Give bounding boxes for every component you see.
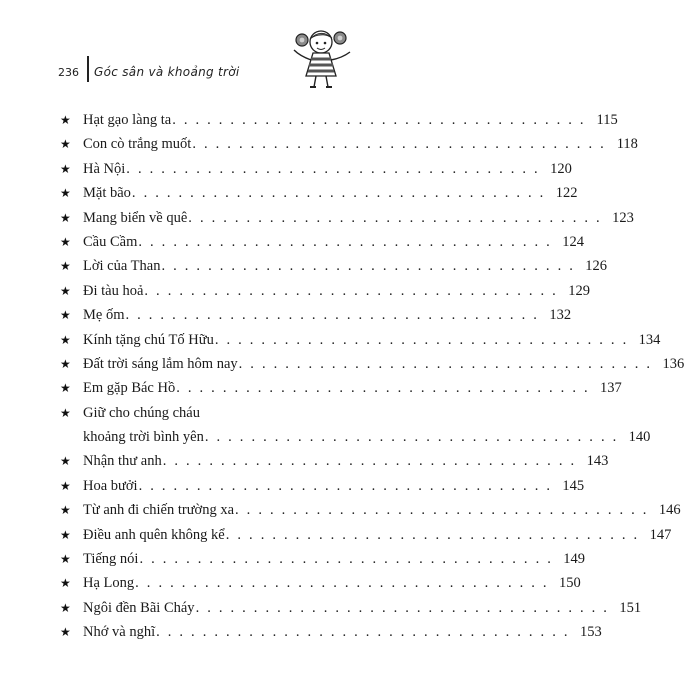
toc-page-number: 124: [562, 233, 584, 250]
toc-line: [83, 352, 684, 376]
page-header: [0, 0, 412, 90]
toc-entry: [60, 352, 684, 376]
toc-line: [83, 474, 585, 498]
dot-leader: . . . . . . . . . . . . . . . . . . . . . . . . . . . . . . . . . . . .: [162, 453, 577, 470]
toc-line: [83, 425, 651, 449]
toc-title: Hạt gạo làng ta: [83, 112, 172, 128]
toc-entry: [60, 230, 584, 254]
toc-title: Hoa bưởi: [83, 477, 138, 494]
star-bullet-icon: ★: [60, 259, 71, 274]
star-bullet-icon: ★: [60, 137, 71, 152]
toc-line: [83, 376, 622, 400]
star-bullet-icon: ★: [60, 478, 71, 493]
star-bullet-icon: ★: [60, 503, 71, 518]
toc-entry: [60, 523, 672, 547]
toc-line: [83, 498, 681, 522]
toc-entry: [60, 596, 642, 620]
toc-title: Mang biển về quê: [83, 209, 188, 226]
toc-title: Đất trời sáng lắm hôm nay: [83, 355, 238, 372]
toc-page-number: 120: [550, 160, 572, 177]
toc-title: Cầu Cầm: [83, 233, 138, 250]
toc-entry: [60, 132, 638, 156]
table-of-contents: [60, 108, 684, 645]
toc-entry: [60, 303, 572, 327]
toc-line: [83, 279, 590, 303]
toc-entry: [60, 571, 581, 595]
toc-page-number: 126: [585, 258, 608, 275]
dot-leader: . . . . . . . . . . . . . . . . . . . . . . . . . . . . . . . . . . . .: [131, 185, 546, 202]
toc-line: [83, 620, 602, 644]
toc-title: Đi tàu hoả: [83, 282, 144, 299]
toc-title: Mặt bão: [83, 185, 131, 202]
toc-title: Ngôi đền Bãi Cháy: [83, 599, 195, 616]
star-bullet-icon: ★: [60, 186, 71, 201]
toc-title: khoảng trời bình yên: [83, 429, 204, 446]
toc-page-number: 146: [658, 502, 681, 519]
toc-line: [83, 206, 634, 230]
star-bullet-icon: ★: [60, 381, 71, 396]
toc-line: [83, 328, 661, 352]
toc-entry: [60, 157, 572, 181]
toc-line: [83, 132, 638, 156]
toc-title: Nhớ và nghĩ: [83, 624, 156, 641]
toc-page-number: 149: [563, 551, 586, 568]
toc-entry: [60, 498, 681, 522]
toc-page-number: 118: [616, 136, 638, 153]
dot-leader: . . . . . . . . . . . . . . . . . . . . . . . . . . . . . . . . . . . .: [126, 160, 540, 177]
star-bullet-icon: ★: [60, 405, 71, 420]
star-bullet-icon: ★: [60, 210, 71, 225]
toc-entry: [60, 474, 585, 498]
star-bullet-icon: ★: [60, 332, 71, 347]
toc-page-number: 151: [619, 599, 642, 616]
dot-leader: . . . . . . . . . . . . . . . . . . . . . . . . . . . . . . . . . . . .: [125, 307, 540, 324]
toc-line: [83, 108, 618, 132]
toc-entry: [60, 620, 602, 644]
toc-title: Hà Nội: [83, 160, 126, 177]
toc-title: Lời của Than: [83, 258, 161, 275]
toc-title: Con cò trắng muốt: [83, 136, 192, 153]
toc-line: [83, 230, 584, 254]
toc-line: [83, 181, 578, 205]
dot-leader: . . . . . . . . . . . . . . . . . . . . . . . . . . . . . . . . . . . .: [144, 282, 558, 299]
toc-entry: [60, 206, 634, 230]
toc-title: Giữ cho chúng cháu: [83, 404, 200, 421]
toc-title: Hạ Long: [83, 575, 135, 592]
star-bullet-icon: ★: [60, 283, 71, 298]
dot-leader: . . . . . . . . . . . . . . . . . . . . . . . . . . . . . . . . . . . .: [172, 112, 586, 128]
dot-leader: . . . . . . . . . . . . . . . . . . . . . . . . . . . . . . . . . . . .: [238, 355, 653, 372]
dot-leader: . . . . . . . . . . . . . . . . . . . . . . . . . . . . . . . . . . . .: [176, 380, 590, 397]
star-bullet-icon: ★: [60, 527, 71, 542]
dot-leader: . . . . . . . . . . . . . . . . . . . . . . . . . . . . . . . . . . . .: [188, 209, 602, 226]
toc-title: Nhận thư anh: [83, 453, 162, 470]
toc-page-number: 115: [596, 112, 618, 128]
star-bullet-icon: ★: [60, 576, 71, 591]
toc-entry: [60, 401, 651, 450]
toc-page-number: 140: [628, 429, 651, 446]
toc-page-number: 147: [649, 526, 672, 543]
toc-title: Mẹ ốm: [83, 307, 125, 324]
page-number: 236: [58, 66, 79, 79]
toc-page-number: 150: [558, 575, 581, 592]
toc-title: Tiếng nói: [83, 551, 139, 568]
toc-title: Kính tặng chú Tố Hữu: [83, 331, 214, 348]
toc-page-number: 153: [579, 624, 602, 641]
book-title: Góc sân và khoảng trời: [94, 65, 240, 79]
dot-leader: . . . . . . . . . . . . . . . . . . . . . . . . . . . . . . . . . . . .: [139, 551, 554, 568]
toc-title: Điều anh quên không kể: [83, 526, 225, 543]
cartoon-girl-icon: [290, 26, 356, 90]
toc-line: [83, 571, 581, 595]
dot-leader: . . . . . . . . . . . . . . . . . . . . . . . . . . . . . . . . . . . .: [225, 526, 640, 543]
toc-line: [83, 157, 572, 181]
toc-title: Từ anh đi chiến trường xa: [83, 502, 235, 519]
toc-page-number: 134: [638, 331, 661, 348]
toc-title: Em gặp Bác Hồ: [83, 380, 176, 397]
toc-line: [83, 523, 672, 547]
toc-entry: [60, 181, 578, 205]
star-bullet-icon: ★: [60, 308, 71, 323]
toc-line: [83, 303, 572, 327]
toc-page-number: 129: [568, 282, 590, 299]
dot-leader: . . . . . . . . . . . . . . . . . . . . . . . . . . . . . . . . . . . .: [138, 233, 552, 250]
toc-page-number: 123: [612, 209, 634, 226]
toc-entry: [60, 449, 609, 473]
toc-entry: [60, 108, 618, 132]
star-bullet-icon: ★: [60, 161, 71, 176]
toc-page-number: 122: [555, 185, 578, 202]
toc-page-number: 145: [562, 477, 585, 494]
toc-entry: [60, 376, 622, 400]
dot-leader: . . . . . . . . . . . . . . . . . . . . . . . . . . . . . . . . . . . .: [204, 429, 619, 446]
toc-line: [83, 547, 586, 571]
toc-line: [83, 254, 608, 278]
dot-leader: . . . . . . . . . . . . . . . . . . . . . . . . . . . . . . . . . . . .: [235, 502, 649, 519]
dot-leader: . . . . . . . . . . . . . . . . . . . . . . . . . . . . . . . . . . . .: [192, 136, 606, 153]
toc-entry: [60, 279, 590, 303]
toc-line: [83, 596, 642, 620]
toc-page-number: 136: [662, 355, 684, 372]
dot-leader: . . . . . . . . . . . . . . . . . . . . . . . . . . . . . . . . . . . .: [195, 599, 610, 616]
star-bullet-icon: ★: [60, 600, 71, 615]
star-bullet-icon: ★: [60, 234, 71, 249]
toc-entry: [60, 328, 661, 352]
star-bullet-icon: ★: [60, 356, 71, 371]
dot-leader: . . . . . . . . . . . . . . . . . . . . . . . . . . . . . . . . . . . .: [135, 575, 549, 592]
toc-page-number: 143: [586, 453, 609, 470]
toc-entry: [60, 547, 586, 571]
star-bullet-icon: ★: [60, 552, 71, 567]
dot-leader: . . . . . . . . . . . . . . . . . . . . . . . . . . . . . . . . . . . .: [214, 331, 629, 348]
toc-line: [83, 449, 609, 473]
star-bullet-icon: ★: [60, 113, 71, 127]
toc-entry: [60, 254, 608, 278]
dot-leader: . . . . . . . . . . . . . . . . . . . . . . . . . . . . . . . . . . . .: [138, 477, 553, 494]
header-divider: [87, 56, 89, 82]
toc-line: [83, 401, 350, 425]
dot-leader: . . . . . . . . . . . . . . . . . . . . . . . . . . . . . . . . . . . .: [156, 624, 570, 641]
dot-leader: . . . . . . . . . . . . . . . . . . . . . . . . . . . . . . . . . . . .: [161, 258, 576, 275]
star-bullet-icon: ★: [60, 625, 71, 640]
star-bullet-icon: ★: [60, 454, 71, 469]
toc-page-number: 132: [549, 307, 572, 324]
toc-page-number: 137: [600, 380, 622, 397]
